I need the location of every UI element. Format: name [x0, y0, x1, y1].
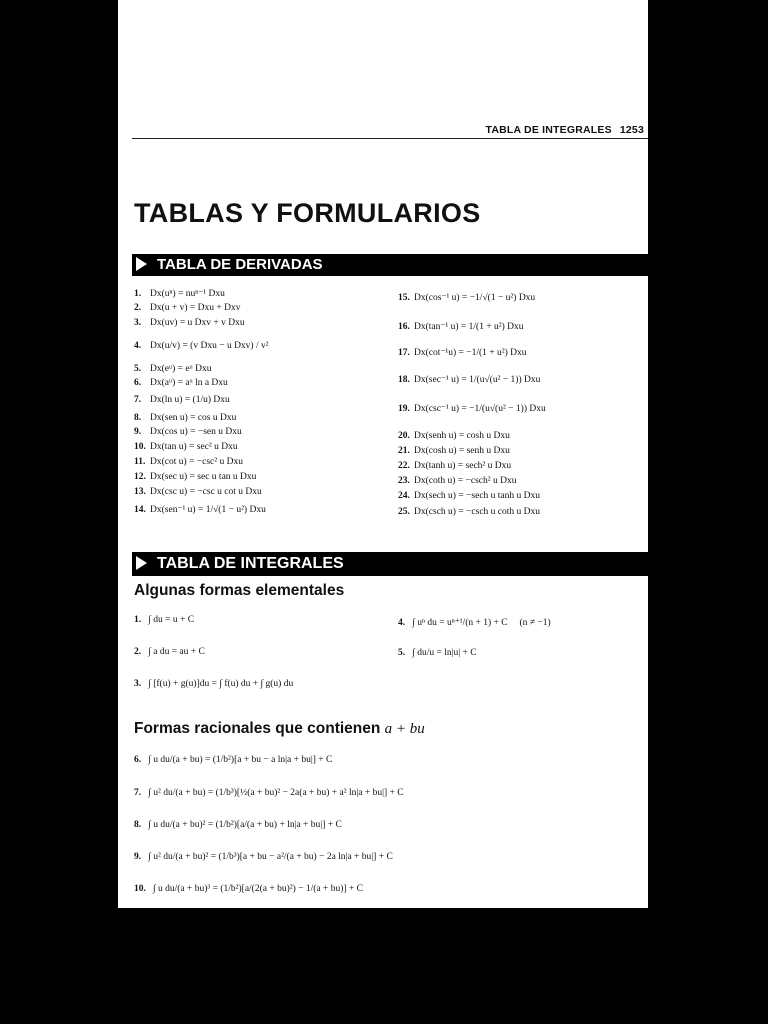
derivative-23: 23. Dx(coth u) = −csch² u Dxu: [398, 476, 517, 486]
derivative-24: 24. Dx(sech u) = −sech u tanh u Dxu: [398, 491, 541, 501]
derivative-6: 6. Dx(aᵘ) = aᵘ ln a Dxu: [134, 378, 228, 388]
page-title: TABLAS Y FORMULARIOS: [134, 198, 481, 228]
integral-4: 4. ∫ uⁿ du = uⁿ⁺¹/(n + 1) + C (n ≠ −1): [398, 618, 551, 628]
derivative-11: 11. Dx(cot u) = −csc² u Dxu: [134, 457, 243, 467]
derivative-21: 21. Dx(cosh u) = senh u Dxu: [398, 446, 510, 456]
integral-4-condition: (n ≠ −1): [519, 618, 551, 628]
derivative-5: 5. Dx(eᵘ) = eᵘ Dxu: [134, 364, 212, 374]
derivative-20: 20. Dx(senh u) = cosh u Dxu: [398, 431, 510, 441]
triangle-icon: [136, 556, 147, 570]
integral-6: 6. ∫ u du/(a + bu) = (1/b²)[a + bu − a ln|a + bu|] + C: [134, 755, 333, 765]
subheading-elementales: Algunas formas elementales: [134, 582, 345, 599]
derivative-1: 1. Dx(uⁿ) = nuⁿ⁻¹ Dxu: [134, 289, 225, 299]
section-heading-derivadas: TABLA DE DERIVADAS: [157, 256, 323, 273]
integral-9: 9. ∫ u² du/(a + bu)² = (1/b³)[a + bu − a²/(a + bu) − 2a ln|a + bu|] + C: [134, 852, 393, 862]
derivative-9: 9. Dx(cos u) = −sen u Dxu: [134, 427, 242, 437]
header-rule: [132, 138, 648, 139]
integral-7: 7. ∫ u² du/(a + bu) = (1/b³)[½(a + bu)² − 2a(a + bu) + a² ln|a + bu|] + C: [134, 788, 404, 798]
running-head: [486, 124, 644, 136]
subheading-racionales-vars: a + bu: [384, 721, 425, 737]
integral-10: 10. ∫ u du/(a + bu)³ = (1/b²)[a/(2(a + bu)²) − 1/(a + bu)] + C: [134, 884, 364, 894]
page-number: 1253: [619, 124, 644, 136]
triangle-icon: [136, 257, 147, 271]
derivative-4: 4. Dx(u/v) = (v Dxu − u Dxv) / v²: [134, 341, 269, 351]
derivative-25: 25. Dx(csch u) = −csch u coth u Dxu: [398, 507, 541, 517]
section-band-derivadas: [132, 254, 648, 276]
integral-1: 1. ∫ du = u + C: [134, 615, 195, 625]
section-heading-integrales: TABLA DE INTEGRALES: [157, 555, 344, 572]
derivative-22: 22. Dx(tanh u) = sech² u Dxu: [398, 461, 512, 471]
running-head-title: TABLA DE INTEGRALES: [485, 124, 612, 136]
derivative-10: 10. Dx(tan u) = sec² u Dxu: [134, 442, 238, 452]
derivative-19: 19. Dx(csc⁻¹ u) = −1/(u√(u² − 1)) Dxu: [398, 404, 546, 414]
derivative-3: 3. Dx(uv) = u Dxv + v Dxu: [134, 318, 245, 328]
derivative-12: 12. Dx(sec u) = sec u tan u Dxu: [134, 472, 257, 482]
derivative-14: 14. Dx(sen⁻¹ u) = 1/√(1 − u²) Dxu: [134, 505, 266, 515]
derivative-18: 18. Dx(sec⁻¹ u) = 1/(u√(u² − 1)) Dxu: [398, 375, 541, 385]
derivative-13: 13. Dx(csc u) = −csc u cot u Dxu: [134, 487, 262, 497]
derivative-2: 2. Dx(u + v) = Dxu + Dxv: [134, 303, 241, 313]
derivative-16: 16. Dx(tan⁻¹ u) = 1/(1 + u²) Dxu: [398, 322, 524, 332]
derivative-15: 15. Dx(cos⁻¹ u) = −1/√(1 − u²) Dxu: [398, 293, 536, 303]
integral-8: 8. ∫ u du/(a + bu)² = (1/b²)[a/(a + bu) + ln|a + bu|] + C: [134, 820, 342, 830]
subheading-racionales: [134, 720, 425, 738]
derivative-7: 7. Dx(ln u) = (1/u) Dxu: [134, 395, 230, 405]
section-band-integrales: [132, 552, 648, 576]
derivative-8: 8. Dx(sen u) = cos u Dxu: [134, 413, 237, 423]
integral-2: 2. ∫ a du = au + C: [134, 647, 205, 657]
textbook-page: [118, 0, 648, 908]
derivative-17: 17. Dx(cot⁻¹u) = −1/(1 + u²) Dxu: [398, 348, 527, 358]
integral-3: 3. ∫ [f(u) + g(u)]du = ∫ f(u) du + ∫ g(u) du: [134, 679, 294, 689]
integral-5: 5. ∫ du/u = ln|u| + C: [398, 648, 477, 658]
subheading-racionales-text: Formas racionales que contienen: [134, 720, 381, 737]
